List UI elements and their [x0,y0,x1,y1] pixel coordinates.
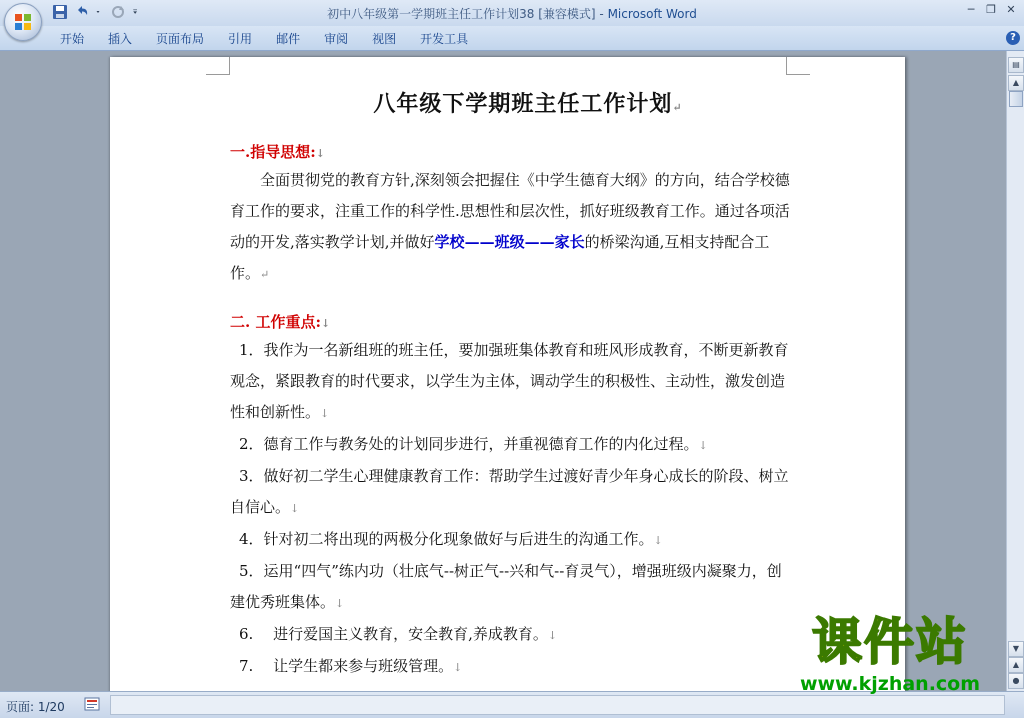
page-indicator[interactable]: 页面: 1/20 [6,700,65,714]
list-item-text: 1．我作为一名新组班的班主任，要加强班集体教育和班风形成教育，不断更新教育观念，紧跟教育的时代要求，以学生为主体，调动学生的积极性、主动性，激发创造性和创新性。 [230,341,789,421]
list-item [230,619,790,651]
list-item [230,556,790,619]
tab-view[interactable]: 视图 [372,32,397,46]
office-button[interactable] [4,3,42,41]
section-heading-1 [230,139,790,165]
scroll-thumb[interactable] [1009,91,1023,107]
tab-home[interactable]: 开始 [60,32,85,46]
watermark-title: 课件站 [812,613,968,671]
list-item [230,524,790,556]
window-title [0,5,1024,22]
list-item-text: 4．针对初二将出现的两极分化现象做好与后进生的沟通工作。 [239,530,654,548]
tab-insert[interactable]: 插入 [108,32,133,46]
browse-object-icon[interactable]: ● [1008,673,1024,689]
tab-review[interactable]: 审阅 [324,32,349,46]
title-bar [0,0,1024,26]
section-heading-2 [230,309,790,335]
paragraph-mark: ↵ [672,101,683,114]
list-item-text: 7. 让学生都来参与班级管理。 [239,657,454,675]
list-item-text: 2．德育工作与教务处的计划同步进行，并重视德育工作的内化过程。 [239,435,699,453]
highlight-dash: —— [524,233,555,251]
line-break-mark: ↓ [547,629,558,642]
crop-mark-left [206,57,230,75]
list-item-text: 5．运用“四气”练内功（壮底气--树正气--兴和气--育灵气），增强班级内凝聚力，创建优秀班集体。 [230,562,782,611]
paragraph-text: 的桥梁沟通,互相支持配合工作。 [230,233,770,282]
tab-mailings[interactable]: 邮件 [276,32,301,46]
paragraph-text: 全面贯彻党的教育方针,深刻领会把握住《中学生德育大纲》的方向，结合学校德育工作的要求，注重工作的科学性.思想性和层次性，抓好班级教育工作。通过各项活动的开发,落实教学计划,并做好 [230,171,790,251]
document-area [0,51,1006,691]
previous-page-icon[interactable]: ▲ [1008,657,1024,673]
tab-page-layout[interactable]: 页面布局 [156,32,205,46]
document-title-text: 八年级下学期班主任工作计划 [373,91,673,117]
watermark-logo [772,612,1008,698]
line-break-mark: ↓ [290,502,300,515]
line-break-mark: ↓ [698,439,708,452]
list-item [230,335,790,429]
list-item [230,429,790,461]
line-break-mark: ↓ [453,661,463,674]
list-item [230,461,790,524]
scroll-up-icon[interactable]: ▲ [1008,75,1024,91]
highlight-parent: 家长 [554,233,585,251]
section-heading-2-text: 二. 工作重点: [230,313,321,331]
scroll-down-icon[interactable]: ▼ [1008,641,1024,657]
proofing-status-icon[interactable] [84,697,100,711]
ribbon-tab-bar [0,26,1024,51]
app-name: Microsoft Word [607,7,697,21]
section-heading-1-text: 一.指导思想: [230,143,316,161]
close-icon[interactable]: ✕ [1006,3,1016,16]
document-title [208,87,848,118]
minimize-icon[interactable]: ─ [967,3,975,16]
line-break-mark: ↓ [320,407,330,420]
restore-icon[interactable]: ❐ [986,3,996,16]
highlight-school: 学校 [434,233,465,251]
paragraph-guiding-ideology [230,165,790,290]
line-break-mark: ↓ [335,597,345,610]
list-item-text: 6. 进行爱国主义教育，安全教育,养成教育。 [239,625,548,643]
list-item-text: 3．做好初二学生心理健康教育工作：帮助学生过渡好青少年身心成长的阶段、树立自信心。 [230,467,789,516]
list-item [230,651,790,683]
window-controls [962,2,1020,18]
document-body [230,139,790,683]
help-icon[interactable]: ? [1006,31,1020,45]
ribbon-tabs [48,30,480,48]
highlight-class: 班级 [494,233,525,251]
tab-developer[interactable]: 开发工具 [420,32,469,46]
title-separator: - [595,7,608,21]
highlight-dash: —— [464,233,495,251]
watermark-url: www.kjzhan.com [799,673,981,695]
crop-mark-right [786,57,810,75]
horizontal-scrollbar[interactable] [110,695,1005,715]
line-break-mark: ↓ [653,534,663,547]
paragraph-mark: ↵ [260,268,270,281]
tab-references[interactable]: 引用 [228,32,253,46]
document-name: 初中八年级第一学期班主任工作计划38 [兼容模式] [327,7,596,21]
line-break-mark: ↓ [315,147,325,160]
line-break-mark: ↓ [320,317,331,330]
ruler-toggle-icon[interactable]: ▤ [1008,57,1024,73]
document-page[interactable] [110,57,905,691]
vertical-scrollbar[interactable] [1006,51,1024,691]
office-logo-icon [14,13,32,31]
